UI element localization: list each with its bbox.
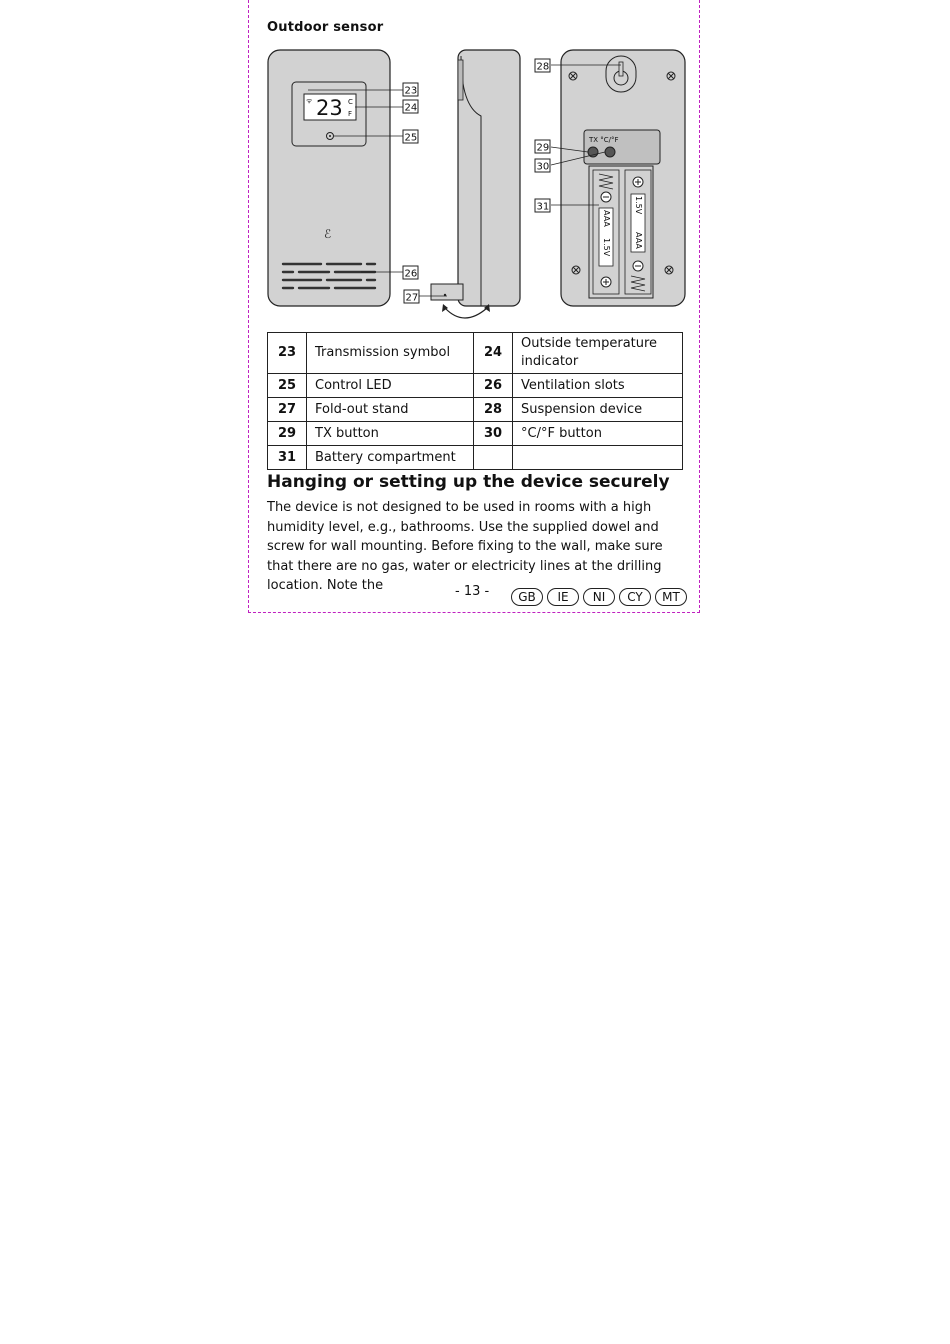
fold-out-stand (431, 284, 463, 300)
language-badge: CY (619, 588, 651, 606)
brand-logo-icon: ℰ (324, 227, 332, 241)
part-number: 28 (474, 398, 513, 422)
language-badge: NI (583, 588, 615, 606)
part-label: Control LED (307, 374, 474, 398)
callout-24 (403, 100, 418, 114)
battery-voltage-a: 1.5V (602, 238, 611, 257)
table-row (268, 374, 683, 398)
part-label: Ventilation slots (513, 374, 683, 398)
language-badges (511, 588, 687, 606)
battery-type-a: AAA (602, 210, 611, 227)
callout-29 (535, 140, 550, 154)
part-number: 23 (268, 333, 307, 374)
battery-compartment (589, 166, 653, 298)
part-label: Fold-out stand (307, 398, 474, 422)
callout-25 (403, 130, 418, 144)
section-title: Outdoor sensor (267, 20, 384, 35)
callout-26 (403, 266, 418, 280)
svg-text:31: 31 (536, 201, 550, 213)
part-label: Battery compartment (307, 446, 474, 470)
svg-text:26: 26 (404, 268, 418, 280)
battery-type-b: AAA (634, 232, 643, 249)
part-label: Suspension device (513, 398, 683, 422)
sensor-front-view (268, 50, 390, 306)
battery-voltage-b: 1.5V (634, 196, 643, 215)
part-number: 30 (474, 422, 513, 446)
part-number: 27 (268, 398, 307, 422)
table-row (268, 446, 683, 470)
section-heading: Hanging or setting up the device securely (267, 472, 670, 492)
part-label (513, 446, 683, 470)
svg-text:27: 27 (405, 292, 419, 304)
transmission-symbol-icon: ᯤ (306, 97, 313, 105)
manual-page (248, 0, 700, 613)
fold-arrow-icon (445, 308, 487, 318)
unit-button (605, 147, 615, 157)
display-value: 23 (316, 96, 343, 120)
display-unit-f: F (348, 110, 353, 118)
table-row (268, 422, 683, 446)
callout-31 (535, 199, 550, 213)
part-label: Outside temperature indicator (513, 333, 683, 374)
svg-text:29: 29 (536, 142, 550, 154)
part-label: °C/°F button (513, 422, 683, 446)
callout-30 (535, 159, 550, 173)
part-number: 29 (268, 422, 307, 446)
page-footer (249, 582, 701, 608)
callout-27 (404, 290, 419, 304)
language-badge: MT (655, 588, 687, 606)
sensor-side-view (431, 50, 520, 318)
part-label: Transmission symbol (307, 333, 474, 374)
svg-text:25: 25 (404, 132, 418, 144)
part-number: 31 (268, 446, 307, 470)
svg-text:24: 24 (404, 102, 418, 114)
callout-28 (535, 59, 550, 73)
part-label: TX button (307, 422, 474, 446)
table-row (268, 398, 683, 422)
language-badge: IE (547, 588, 579, 606)
svg-text:28: 28 (536, 61, 550, 73)
display-unit-c: C (348, 98, 353, 106)
sensor-back-view (561, 50, 685, 306)
sensor-illustration (249, 42, 701, 328)
callout-23 (403, 83, 418, 97)
part-number: 24 (474, 333, 513, 374)
part-number (474, 446, 513, 470)
part-number: 26 (474, 374, 513, 398)
page-number: - 13 - (455, 584, 490, 599)
svg-text:23: 23 (404, 85, 418, 97)
svg-text:30: 30 (536, 161, 550, 173)
language-badge: GB (511, 588, 543, 606)
body-paragraph: The device is not designed to be used in rooms with a high humidity level, e.g., bathrooms. Use the supplied dowel and screw for wall mounting. Before fixing to the wall, make sure that there are no gas, water or electricity lines at the drilling location. Note the (267, 500, 663, 593)
parts-table (267, 332, 683, 470)
part-number: 25 (268, 374, 307, 398)
table-row (268, 333, 683, 374)
button-panel-label: TX °C/°F (589, 136, 619, 144)
